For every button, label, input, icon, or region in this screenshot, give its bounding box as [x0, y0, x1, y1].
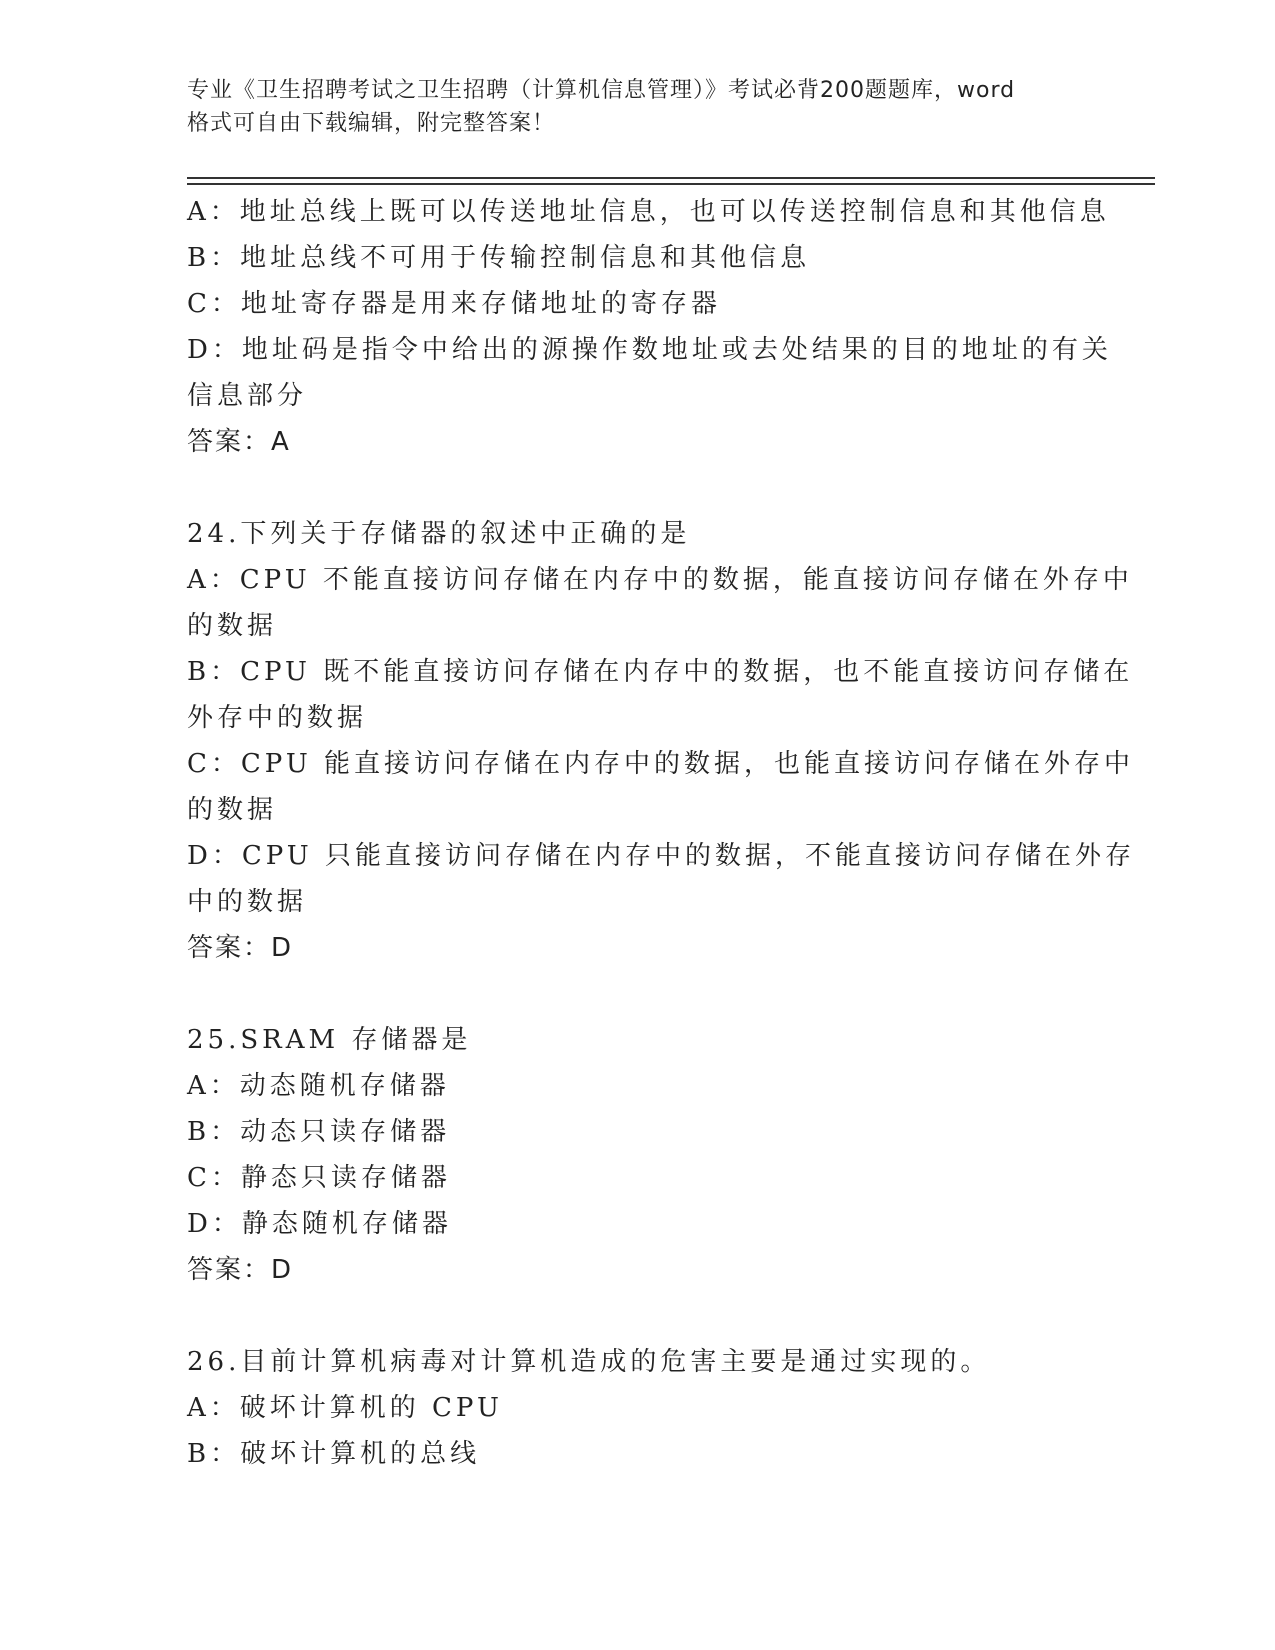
spacer: [187, 1293, 1087, 1339]
spacer: [187, 465, 1087, 511]
option-b: B：CPU 既不能直接访问存储在内存中的数据，也不能直接访问存储在: [187, 657, 1134, 687]
question-23: [187, 189, 1112, 465]
option-a: A：CPU 不能直接访问存储在内存中的数据，能直接访问存储在外存中: [187, 565, 1133, 595]
header-divider-top: [187, 177, 1155, 179]
option-a: A：地址总线上既可以传送地址信息，也可以传送控制信息和其他信息: [187, 197, 1110, 227]
option-c: C：地址寄存器是用来存储地址的寄存器: [187, 289, 721, 319]
option-d: D：地址码是指令中给出的源操作数地址或去处结果的目的地址的有关: [187, 335, 1112, 365]
option-a: A：破坏计算机的 CPU: [187, 1393, 503, 1423]
question-24: [187, 511, 1135, 971]
option-d: D：静态随机存储器: [187, 1209, 452, 1239]
question-text: 25.SRAM 存储器是: [187, 1025, 472, 1055]
option-d-continued: 信息部分: [187, 381, 308, 411]
header-line-2: 格式可自由下载编辑，附完整答案！: [187, 111, 556, 136]
spacer: [187, 971, 1087, 1017]
option-a-continued: 的数据: [187, 611, 278, 641]
option-d-continued: 中的数据: [187, 887, 308, 917]
option-d: D：CPU 只能直接访问存储在内存中的数据，不能直接访问存储在外存: [187, 841, 1135, 871]
option-b-continued: 外存中的数据: [187, 703, 368, 733]
option-c: C：静态只读存储器: [187, 1163, 451, 1193]
answer: 答案：D: [187, 1255, 294, 1285]
answer: 答案：A: [187, 427, 291, 457]
question-26: [187, 1339, 1087, 1477]
document-header: [187, 74, 1087, 140]
header-line-1: 专业《卫生招聘考试之卫生招聘（计算机信息管理）》考试必背200题题库，word: [187, 78, 1016, 103]
option-b: B：破坏计算机的总线: [187, 1439, 481, 1469]
option-b: B：动态只读存储器: [187, 1117, 451, 1147]
answer: 答案：D: [187, 933, 294, 963]
option-b: B：地址总线不可用于传输控制信息和其他信息: [187, 243, 811, 273]
question-25: [187, 1017, 1087, 1293]
question-text: 24.下列关于存储器的叙述中正确的是: [187, 519, 691, 549]
option-c-continued: 的数据: [187, 795, 278, 825]
question-text: 26.目前计算机病毒对计算机造成的危害主要是通过实现的。: [187, 1347, 991, 1377]
option-a: A：动态随机存储器: [187, 1071, 450, 1101]
header-divider-bottom: [187, 183, 1155, 185]
question-list: [187, 189, 1135, 1477]
option-c: C：CPU 能直接访问存储在内存中的数据，也能直接访问存储在外存中: [187, 749, 1135, 779]
